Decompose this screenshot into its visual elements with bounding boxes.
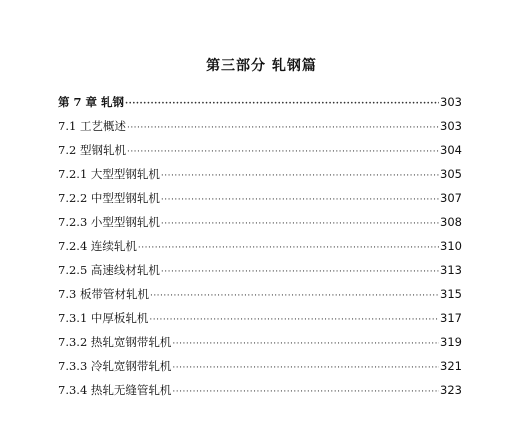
toc-entry-page: 319 <box>440 335 462 349</box>
toc-entry <box>58 306 462 330</box>
toc-entry-page: 317 <box>440 311 462 325</box>
toc-entry <box>58 210 462 234</box>
toc-entry <box>58 330 462 354</box>
toc-entry-page: 315 <box>440 287 462 301</box>
toc-entry <box>58 378 462 402</box>
toc-dot-leader <box>172 380 439 404</box>
toc-entry-page: 323 <box>440 383 462 397</box>
toc-entry-page: 313 <box>440 263 462 277</box>
toc-entry-label: 7.2 型钢轧机 <box>58 143 126 157</box>
toc-dot-leader <box>150 284 439 308</box>
toc-entry-label: 7.3.2 热轧宽钢带轧机 <box>58 335 172 349</box>
toc-entry-page: 321 <box>440 359 462 373</box>
toc-entry-label: 7.1 工艺概述 <box>58 119 126 133</box>
toc-entry-page: 303 <box>440 119 462 133</box>
toc-entry-label: 7.2.5 高速线材轧机 <box>58 263 160 277</box>
toc-dot-leader <box>161 164 439 188</box>
toc-entry <box>58 186 462 210</box>
toc-entry-page: 304 <box>440 143 462 157</box>
toc-entry-label: 7.2.4 连续轧机 <box>58 239 137 253</box>
part-title: 第三部分 轧钢篇 <box>206 58 317 74</box>
toc-dot-leader <box>161 212 439 236</box>
toc-entry-page: 310 <box>440 239 462 253</box>
toc-entry-label: 第 7 章 轧钢 <box>58 95 125 109</box>
table-of-contents <box>58 90 462 402</box>
toc-entry-page: 308 <box>440 215 462 229</box>
toc-dot-leader <box>161 188 439 212</box>
toc-dot-leader <box>149 308 439 332</box>
toc-entry-page: 305 <box>440 167 462 181</box>
toc-dot-leader <box>125 92 439 116</box>
toc-entry-label: 7.3.4 热轧无缝管轧机 <box>58 383 172 397</box>
toc-dot-leader <box>161 260 439 284</box>
toc-entry-page: 303 <box>440 95 462 109</box>
toc-entry-label: 7.2.3 小型型钢轧机 <box>58 215 160 229</box>
toc-dot-leader <box>172 332 439 356</box>
toc-entry <box>58 162 462 186</box>
toc-dot-leader <box>172 356 439 380</box>
toc-entry <box>58 138 462 162</box>
toc-entry <box>58 234 462 258</box>
toc-entry-label: 7.2.2 中型型钢轧机 <box>58 191 160 205</box>
toc-entry <box>58 258 462 282</box>
toc-entry-page: 307 <box>440 191 462 205</box>
toc-dot-leader <box>127 116 439 140</box>
toc-entry-label: 7.2.1 大型型钢轧机 <box>58 167 160 181</box>
toc-entry <box>58 90 462 114</box>
toc-dot-leader <box>127 140 439 164</box>
toc-entry <box>58 114 462 138</box>
toc-entry <box>58 354 462 378</box>
toc-entry-label: 7.3.1 中厚板轧机 <box>58 311 149 325</box>
toc-entry-label: 7.3.3 冷轧宽钢带轧机 <box>58 359 172 373</box>
toc-entry <box>58 282 462 306</box>
toc-dot-leader <box>138 236 439 260</box>
toc-entry-label: 7.3 板带管材轧机 <box>58 287 149 301</box>
